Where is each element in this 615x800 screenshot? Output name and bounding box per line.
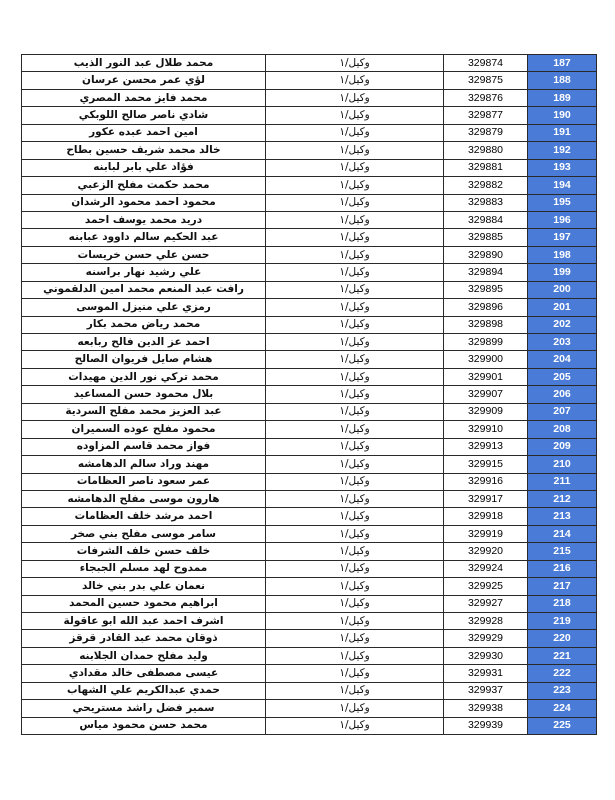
table-row	[22, 246, 597, 263]
number-cell: 329901	[444, 368, 528, 385]
number-cell: 329883	[444, 194, 528, 211]
number-cell: 329929	[444, 630, 528, 647]
number-cell: 329894	[444, 264, 528, 281]
table-row	[22, 647, 597, 664]
name-cell: رافت عبد المنعم محمد امين الدلقموني	[22, 281, 266, 298]
sequence-cell: 204	[528, 351, 597, 368]
table-row	[22, 264, 597, 281]
table-row	[22, 613, 597, 630]
number-cell: 329876	[444, 89, 528, 106]
number-cell: 329880	[444, 142, 528, 159]
table-row	[22, 211, 597, 228]
name-cell: مهند وراد سالم الدهامشه	[22, 456, 266, 473]
number-cell: 329913	[444, 438, 528, 455]
table-row	[22, 159, 597, 176]
role-cell: وكيل/١	[266, 368, 444, 385]
role-cell: وكيل/١	[266, 630, 444, 647]
number-cell: 329927	[444, 595, 528, 612]
table-row	[22, 560, 597, 577]
role-cell: وكيل/١	[266, 386, 444, 403]
sequence-cell: 218	[528, 595, 597, 612]
sequence-cell: 199	[528, 264, 597, 281]
name-cell: وليد مفلح حمدان الجلابنه	[22, 647, 266, 664]
sequence-cell: 205	[528, 368, 597, 385]
sequence-cell: 209	[528, 438, 597, 455]
name-cell: امين احمد عبده عكور	[22, 124, 266, 141]
sequence-cell: 225	[528, 717, 597, 734]
sequence-cell: 193	[528, 159, 597, 176]
table-row	[22, 490, 597, 507]
table-row	[22, 177, 597, 194]
sequence-cell: 222	[528, 665, 597, 682]
table-row	[22, 403, 597, 420]
table-row	[22, 386, 597, 403]
sequence-cell: 221	[528, 647, 597, 664]
sequence-cell: 201	[528, 299, 597, 316]
table-row	[22, 630, 597, 647]
sequence-cell: 206	[528, 386, 597, 403]
table-row	[22, 55, 597, 72]
name-cell: بلال محمود حسن المساعيد	[22, 386, 266, 403]
sequence-cell: 208	[528, 421, 597, 438]
name-cell: محمد حكمت مفلح الزعبي	[22, 177, 266, 194]
name-cell: عبد العزيز محمد مفلح السردية	[22, 403, 266, 420]
role-cell: وكيل/١	[266, 351, 444, 368]
role-cell: وكيل/١	[266, 316, 444, 333]
name-cell: اشرف احمد عبد الله ابو عاقولة	[22, 613, 266, 630]
role-cell: وكيل/١	[266, 647, 444, 664]
table-row	[22, 368, 597, 385]
sequence-cell: 195	[528, 194, 597, 211]
number-cell: 329895	[444, 281, 528, 298]
table-row	[22, 351, 597, 368]
name-cell: احمد مرشد خلف العظامات	[22, 508, 266, 525]
number-cell: 329885	[444, 229, 528, 246]
role-cell: وكيل/١	[266, 665, 444, 682]
role-cell: وكيل/١	[266, 490, 444, 507]
number-cell: 329877	[444, 107, 528, 124]
number-cell: 329930	[444, 647, 528, 664]
sequence-cell: 210	[528, 456, 597, 473]
name-cell: شادي ناصر صالح اللوبكي	[22, 107, 266, 124]
sequence-cell: 217	[528, 578, 597, 595]
number-cell: 329939	[444, 717, 528, 734]
name-cell: خلف حسن خلف الشرفات	[22, 543, 266, 560]
table-row	[22, 578, 597, 595]
name-cell: سمير فضل راشد مستريحي	[22, 700, 266, 717]
role-cell: وكيل/١	[266, 72, 444, 89]
number-cell: 329924	[444, 560, 528, 577]
sequence-cell: 224	[528, 700, 597, 717]
role-cell: وكيل/١	[266, 142, 444, 159]
name-cell: محمد تركي نور الدين مهيدات	[22, 368, 266, 385]
name-cell: محمود احمد محمود الرشدان	[22, 194, 266, 211]
number-cell: 329917	[444, 490, 528, 507]
sequence-cell: 198	[528, 246, 597, 263]
name-cell: ممدوح لهد مسلم الجبجاء	[22, 560, 266, 577]
name-cell: هارون موسى مفلح الدهامشه	[22, 490, 266, 507]
number-cell: 329915	[444, 456, 528, 473]
number-cell: 329900	[444, 351, 528, 368]
table-row	[22, 665, 597, 682]
number-cell: 329907	[444, 386, 528, 403]
sequence-cell: 202	[528, 316, 597, 333]
sequence-cell: 203	[528, 334, 597, 351]
number-cell: 329928	[444, 613, 528, 630]
name-cell: حمدي عبدالكريم علي الشهاب	[22, 682, 266, 699]
name-cell: ذوقان محمد عبد القادر قرقز	[22, 630, 266, 647]
table-row	[22, 717, 597, 734]
table-row	[22, 229, 597, 246]
role-cell: وكيل/١	[266, 438, 444, 455]
role-cell: وكيل/١	[266, 613, 444, 630]
sequence-cell: 194	[528, 177, 597, 194]
sequence-cell: 196	[528, 211, 597, 228]
sequence-cell: 190	[528, 107, 597, 124]
role-cell: وكيل/١	[266, 89, 444, 106]
role-cell: وكيل/١	[266, 717, 444, 734]
role-cell: وكيل/١	[266, 194, 444, 211]
table-row	[22, 124, 597, 141]
name-cell: عمر سعود ناصر العظامات	[22, 473, 266, 490]
role-cell: وكيل/١	[266, 246, 444, 263]
role-cell: وكيل/١	[266, 211, 444, 228]
name-cell: حسن علي حسن خريسات	[22, 246, 266, 263]
name-cell: محمد حسن محمود مياس	[22, 717, 266, 734]
number-cell: 329879	[444, 124, 528, 141]
sequence-cell: 197	[528, 229, 597, 246]
role-cell: وكيل/١	[266, 403, 444, 420]
role-cell: وكيل/١	[266, 473, 444, 490]
sequence-cell: 220	[528, 630, 597, 647]
role-cell: وكيل/١	[266, 525, 444, 542]
name-cell: عبد الحكيم سالم داوود عبابنه	[22, 229, 266, 246]
sequence-cell: 223	[528, 682, 597, 699]
table-row	[22, 72, 597, 89]
table-row	[22, 334, 597, 351]
name-cell: هشام صايل فريوان الصالح	[22, 351, 266, 368]
table-row	[22, 595, 597, 612]
number-cell: 329874	[444, 55, 528, 72]
name-cell: سامر موسى مفلح بني صخر	[22, 525, 266, 542]
sequence-cell: 187	[528, 55, 597, 72]
name-cell: محمد رياض محمد بكار	[22, 316, 266, 333]
table-row	[22, 543, 597, 560]
role-cell: وكيل/١	[266, 334, 444, 351]
name-cell: فؤاد علي بابر لبابنه	[22, 159, 266, 176]
number-cell: 329920	[444, 543, 528, 560]
role-cell: وكيل/١	[266, 159, 444, 176]
sequence-cell: 219	[528, 613, 597, 630]
role-cell: وكيل/١	[266, 508, 444, 525]
number-cell: 329896	[444, 299, 528, 316]
sequence-cell: 215	[528, 543, 597, 560]
sequence-cell: 214	[528, 525, 597, 542]
number-cell: 329919	[444, 525, 528, 542]
table-row	[22, 281, 597, 298]
role-cell: وكيل/١	[266, 55, 444, 72]
table-row	[22, 473, 597, 490]
sequence-cell: 191	[528, 124, 597, 141]
table-row	[22, 142, 597, 159]
table-row	[22, 316, 597, 333]
number-cell: 329931	[444, 665, 528, 682]
sequence-cell: 212	[528, 490, 597, 507]
number-cell: 329899	[444, 334, 528, 351]
name-cell: محمد طلال عبد النور الذيب	[22, 55, 266, 72]
table-row	[22, 421, 597, 438]
role-cell: وكيل/١	[266, 578, 444, 595]
number-cell: 329910	[444, 421, 528, 438]
role-cell: وكيل/١	[266, 124, 444, 141]
sequence-cell: 211	[528, 473, 597, 490]
name-cell: محمد فايز محمد المصري	[22, 89, 266, 106]
role-cell: وكيل/١	[266, 177, 444, 194]
role-cell: وكيل/١	[266, 107, 444, 124]
role-cell: وكيل/١	[266, 560, 444, 577]
role-cell: وكيل/١	[266, 456, 444, 473]
role-cell: وكيل/١	[266, 229, 444, 246]
role-cell: وكيل/١	[266, 682, 444, 699]
table-row	[22, 525, 597, 542]
sequence-cell: 216	[528, 560, 597, 577]
number-cell: 329875	[444, 72, 528, 89]
sequence-cell: 188	[528, 72, 597, 89]
name-cell: خالد محمد شريف حسين بطاح	[22, 142, 266, 159]
number-cell: 329918	[444, 508, 528, 525]
name-cell: عيسى مصطفى خالد مقدادي	[22, 665, 266, 682]
role-cell: وكيل/١	[266, 595, 444, 612]
name-cell: علي رشيد نهار براسنه	[22, 264, 266, 281]
name-cell: نعمان علي بدر بني خالد	[22, 578, 266, 595]
role-cell: وكيل/١	[266, 299, 444, 316]
table-row	[22, 682, 597, 699]
number-cell: 329898	[444, 316, 528, 333]
number-cell: 329937	[444, 682, 528, 699]
table-row	[22, 89, 597, 106]
table-row	[22, 299, 597, 316]
number-cell: 329881	[444, 159, 528, 176]
name-cell: ابراهيم محمود حسين المحمد	[22, 595, 266, 612]
name-cell: لؤي عمر محسن عرسان	[22, 72, 266, 89]
name-cell: فواز محمد قاسم المزاوده	[22, 438, 266, 455]
number-cell: 329938	[444, 700, 528, 717]
table-row	[22, 438, 597, 455]
table-row	[22, 700, 597, 717]
table-row	[22, 456, 597, 473]
role-cell: وكيل/١	[266, 281, 444, 298]
role-cell: وكيل/١	[266, 700, 444, 717]
name-cell: محمود مفلح عوده السميران	[22, 421, 266, 438]
name-cell: احمد عز الدين فالح ربابعه	[22, 334, 266, 351]
table-row	[22, 107, 597, 124]
role-cell: وكيل/١	[266, 421, 444, 438]
role-cell: وكيل/١	[266, 264, 444, 281]
sequence-cell: 200	[528, 281, 597, 298]
name-cell: دريد محمد يوسف احمد	[22, 211, 266, 228]
name-cell: رمزي علي منيزل الموسى	[22, 299, 266, 316]
sequence-cell: 192	[528, 142, 597, 159]
number-cell: 329882	[444, 177, 528, 194]
number-cell: 329884	[444, 211, 528, 228]
personnel-table	[21, 54, 597, 735]
role-cell: وكيل/١	[266, 543, 444, 560]
number-cell: 329909	[444, 403, 528, 420]
number-cell: 329916	[444, 473, 528, 490]
sequence-cell: 213	[528, 508, 597, 525]
sequence-cell: 189	[528, 89, 597, 106]
table-row	[22, 194, 597, 211]
number-cell: 329890	[444, 246, 528, 263]
table-row	[22, 508, 597, 525]
number-cell: 329925	[444, 578, 528, 595]
table-body	[22, 55, 597, 735]
sequence-cell: 207	[528, 403, 597, 420]
